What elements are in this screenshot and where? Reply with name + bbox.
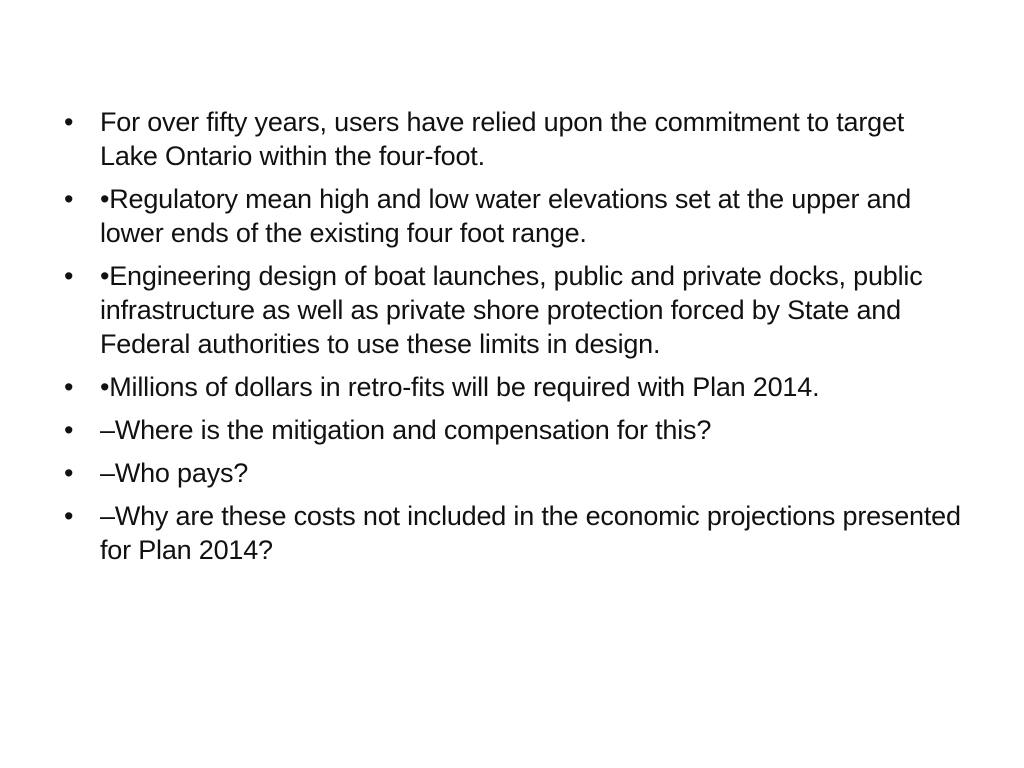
bullet-dot-icon: • (64, 107, 74, 137)
bullet-dot-icon: • (64, 415, 74, 445)
bullet-dot-icon: • (64, 372, 74, 402)
bullet-text: For over fifty years, users have relied upon the commitment to target Lake Ontario within the four-foot. (100, 107, 905, 171)
bullet-text: –Why are these costs not included in the economic projections presented for Plan 2014? (100, 501, 961, 565)
bullet-text: –Where is the mitigation and compensation for this? (100, 415, 712, 445)
bullet-item (64, 370, 964, 404)
bullet-item (64, 259, 964, 361)
bullet-item (64, 182, 964, 250)
bullet-text: •Engineering design of boat launches, public and private docks, public infrastructure as well as private shore protection forced by State and Federal authorities to use these limits in design. (100, 261, 923, 359)
bullet-text: –Who pays? (100, 458, 249, 488)
bullet-text: •Millions of dollars in retro-fits will be required with Plan 2014. (100, 372, 820, 402)
bullet-dot-icon: • (64, 184, 74, 214)
bullet-item (64, 105, 964, 173)
bullet-item (64, 456, 964, 490)
bullet-dot-icon: • (64, 501, 74, 531)
bullet-dot-icon: • (64, 261, 74, 291)
bullet-item (64, 499, 964, 567)
bullet-list (64, 105, 964, 576)
bullet-dot-icon: • (64, 458, 74, 488)
bullet-item (64, 413, 964, 447)
bullet-text: •Regulatory mean high and low water elevations set at the upper and lower ends of the existing four foot range. (100, 184, 912, 248)
